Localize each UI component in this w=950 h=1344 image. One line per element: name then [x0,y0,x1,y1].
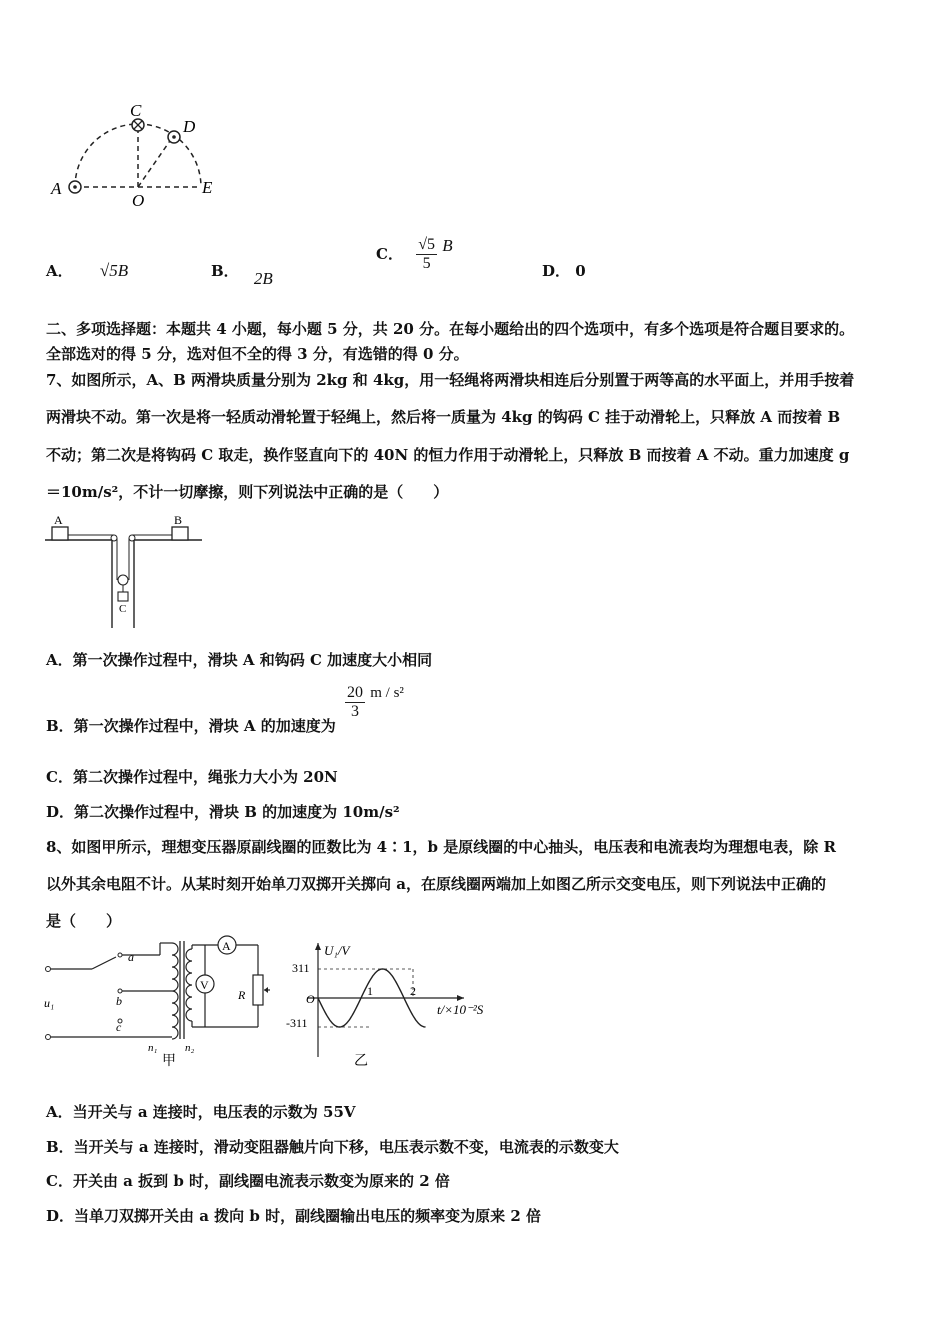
block-b [172,527,188,540]
label-E: E [202,178,213,197]
svg-text:a: a [128,950,134,964]
q7-stem-line4: ＝10m/s²，不计一切摩擦，则下列说法中正确的是（ ） [46,483,449,501]
q6-option-b: B． 2B [211,262,273,288]
resistor-r [253,975,263,1005]
pulley-figure [40,510,210,630]
origin-label: O [306,992,315,1006]
svg-text:A: A [222,939,231,953]
svg-text:b: b [116,994,122,1008]
label-O: O [132,191,145,210]
moving-pulley [118,575,128,585]
x-tick-2: 2 [410,984,416,998]
q6-option-a: A． √5B [46,261,129,280]
y-tick-min: -311 [286,1016,308,1030]
q7-stem-line3: 不动；第二次是将钩码 C 取走，换作竖直向下的 40N 的恒力作用于动滑轮上，只释放 B 而按着 A 不动。重力加速度 g [46,446,850,464]
svg-text:V: V [200,978,209,992]
y-tick-max: 311 [292,961,310,975]
q7-stem-line2: 两滑块不动。第一次是将一轻质动滑轮置于轻绳上，然后将一质量为 4kg 的钩码 C 挂于动滑轮上，只释放 A 而按着 B [46,408,841,426]
label-C: C [130,101,142,120]
q8-option-c: C．开关由 a 扳到 b 时，副线圈电流表示数变为原来的 2 倍 [46,1172,450,1190]
semicircle-figure [40,95,230,210]
transformer-circuit-figure [40,935,300,1070]
svg-text:c: c [116,1020,122,1034]
q8-stem-line3: 是（ ） [46,912,122,930]
secondary-coil [186,949,192,1021]
label-A: A [51,179,62,198]
hook-weight-c [118,592,128,601]
section-heading-line1: 二、多项选择题：本题共 4 小题，每小题 5 分，共 20 分。在每小题给出的四个选项中，有多个选项是符合题目要求的。 [46,320,855,338]
label-D: D [183,117,196,136]
x-tick-1: 1 [367,984,373,998]
voltage-waveform-chart [282,935,512,1070]
q7-option-d: D．第二次操作过程中，滑块 B 的加速度为 10m/s² [46,803,400,821]
q8-option-b: B．当开关与 a 连接时，滑动变阻器触片向下移，电压表示数不变，电流表的示数变大 [46,1138,619,1156]
q6-option-d: D． 0 [542,262,586,280]
q7-option-a: A．第一次操作过程中，滑块 A 和钩码 C 加速度大小相同 [46,651,433,669]
svg-text:C: C [119,603,127,615]
q8-stem-line2: 以外其余电阻不计。从某时刻开始单刀双掷开关掷向 a，在原线圈两端加上如图乙所示交变电压，则下列说法中正确的 [46,875,826,893]
svg-text:n₁: n₁ [148,1042,158,1054]
q7-option-b: B．第一次操作过程中，滑块 A 的加速度为 $\frac{20}{3}$ m / s² [46,684,404,735]
y-axis-label: U₁/V [324,943,350,958]
primary-coil [172,943,178,1039]
svg-text:B: B [174,513,183,527]
q7-stem-line1: 7、如图所示，A、B 两滑块质量分别为 2kg 和 4kg，用一轻绳将两滑块相连后分别置于两等高的水平面上，并用手按着 [46,371,855,389]
svg-text:R: R [238,988,246,1002]
q6-option-c: C． $\frac{√5}{5}$ B [376,235,453,272]
block-a [52,527,68,540]
svg-text:A: A [54,513,63,527]
q8-option-a: A．当开关与 a 连接时，电压表的示数为 55V [46,1103,356,1121]
svg-text:u₁: u₁ [44,996,55,1010]
svg-text:乙: 乙 [354,1054,368,1069]
q8-option-d: D．当单刀双掷开关由 a 拨向 b 时，副线圈输出电压的频率变为原来 2 倍 [46,1207,541,1225]
svg-text:甲: 甲 [162,1054,176,1069]
x-axis-label: t/×10⁻²S [437,1002,484,1017]
q7-option-c: C．第二次操作过程中，绳张力大小为 20N [46,768,338,786]
q8-stem-line1: 8、如图甲所示，理想变压器原副线圈的匝数比为 4∶1，b 是原线圈的中心抽头，电压表和电流表均为理想电表，除 R [46,838,836,856]
section-heading-line2: 全部选对的得 5 分，选对但不全的得 3 分，有选错的得 0 分。 [46,345,469,363]
svg-text:n₂: n₂ [185,1042,195,1054]
